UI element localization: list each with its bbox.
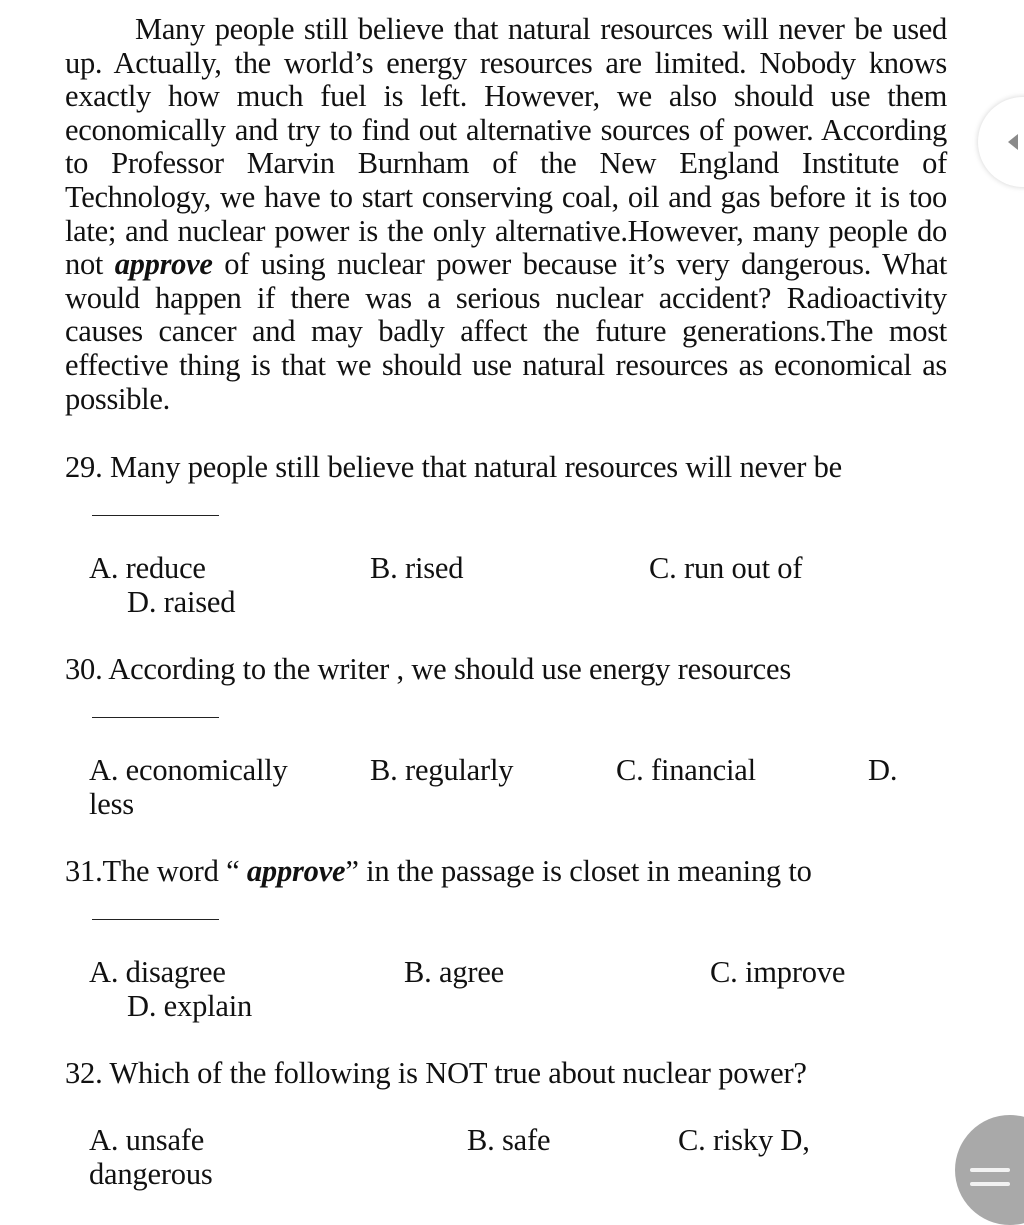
chevron-left-icon	[1008, 134, 1018, 150]
question-32-option-a[interactable]: A. unsafe	[89, 1123, 205, 1157]
question-30-option-b[interactable]: B. regularly	[370, 753, 514, 787]
question-31-stem	[65, 854, 812, 888]
passage-keyword: approve	[114, 247, 213, 282]
question-31-option-c[interactable]: C. improve	[710, 955, 846, 989]
menu-icon-bar	[970, 1182, 1010, 1186]
question-31-option-a[interactable]: A. disagree	[89, 955, 226, 989]
question-29-blank	[92, 515, 219, 516]
question-30-stem: 30. According to the writer , we should use energy resources	[65, 652, 792, 686]
question-30-option-a[interactable]: A. economically	[89, 753, 288, 787]
passage-text-after: of using nuclear power because it’s very dangerous. What would happen if there was a serious nuclear accident? Radioactivity causes cancer and may badly affect the future generations.The most effective thing is that we should use natural resources as economical as possible.	[65, 247, 947, 416]
question-30-blank	[92, 717, 219, 718]
question-32-option-c-d[interactable]: C. risky D,	[678, 1123, 810, 1157]
question-32-option-d-text[interactable]: dangerous	[89, 1157, 213, 1191]
question-29-option-d[interactable]: D. raised	[127, 585, 236, 619]
question-31-stem-end: ” in the passage is closet in meaning to	[345, 854, 812, 888]
question-32-option-b[interactable]: B. safe	[467, 1123, 551, 1157]
question-29-stem: 29. Many people still believe that natural resources will never be	[65, 450, 843, 484]
side-panel-toggle[interactable]	[978, 97, 1024, 187]
question-30-option-d-text[interactable]: less	[89, 787, 134, 821]
question-29-option-a[interactable]: A. reduce	[89, 551, 206, 585]
question-31-option-d[interactable]: D. explain	[127, 989, 253, 1023]
question-31-keyword: approve	[246, 854, 346, 888]
question-31-blank	[92, 919, 219, 920]
question-29-option-b[interactable]: B. rised	[370, 551, 464, 585]
question-30-option-c[interactable]: C. financial	[616, 753, 756, 787]
menu-icon	[970, 1168, 1010, 1172]
question-31-stem-start: 31.The word “	[65, 854, 247, 888]
passage-text-before: Many people still believe that natural resources will never be used up. Actually, the world’s energy resources are limited. Nobody knows exactly how much fuel is left. However, we also should use them economically and try to find out alternative sources of power. According to Professor Marvin Burnham of the New England Institute of Technology, we have to start conserving coal, oil and gas before it is too late; and nuclear power is the only alternative.However, many people do not	[65, 12, 947, 282]
menu-button[interactable]	[955, 1115, 1024, 1225]
question-32-stem: 32. Which of the following is NOT true about nuclear power?	[65, 1056, 807, 1090]
reading-passage	[65, 13, 947, 416]
question-29-option-c[interactable]: C. run out of	[649, 551, 803, 585]
question-31-option-b[interactable]: B. agree	[404, 955, 505, 989]
question-30-option-d[interactable]: D.	[868, 753, 898, 787]
